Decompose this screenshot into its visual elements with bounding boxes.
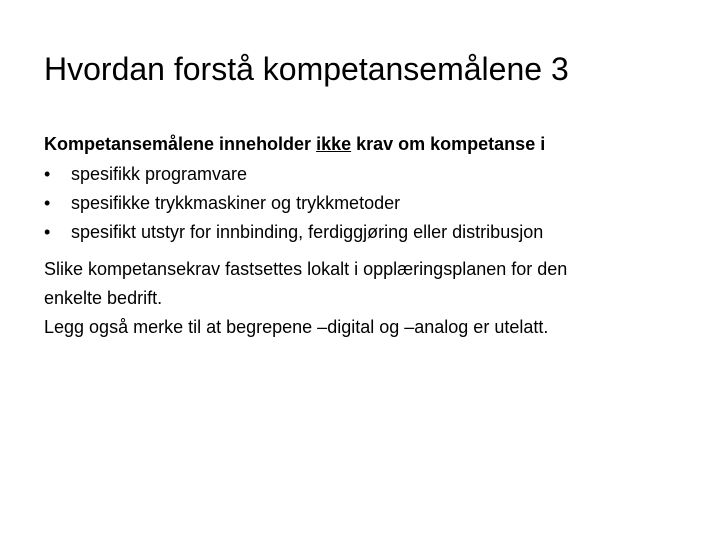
body-paragraph: [44, 255, 684, 342]
paragraph-line: Legg også merke til at begrepene –digital og –analog er utelatt.: [44, 317, 549, 337]
intro-text: [44, 132, 684, 156]
paragraph-line: enkelte bedrift.: [44, 288, 163, 308]
intro-text-before: Kompetansemålene inneholder: [44, 134, 317, 154]
bullet-list: [44, 160, 684, 247]
paragraph-line: Slike kompetansekrav fastsettes lokalt i opplæringsplanen for den: [44, 259, 568, 279]
bullet-item: [44, 218, 684, 247]
slide-title: Hvordan forstå kompetansemålene 3: [44, 51, 569, 87]
slide-body: [44, 132, 684, 342]
bullet-symbol: •: [44, 193, 51, 213]
bullet-symbol: •: [44, 164, 51, 184]
intro-emphasis: ikke: [316, 134, 352, 154]
bullet-text: spesifikk programvare: [71, 164, 248, 184]
bullet-text: spesifikke trykkmaskiner og trykkmetoder: [71, 193, 401, 213]
bullet-symbol: •: [44, 222, 51, 242]
bullet-item: [44, 189, 684, 218]
intro-text-after: krav om kompetanse i: [351, 134, 546, 154]
bullet-text: spesifikt utstyr for innbinding, ferdiggjøring eller distribusjon: [71, 222, 544, 242]
bullet-item: [44, 160, 684, 189]
